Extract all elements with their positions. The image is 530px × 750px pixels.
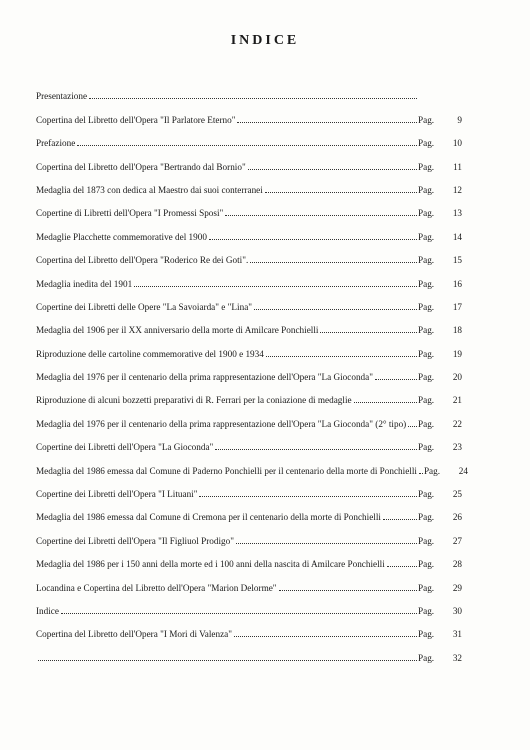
page-prefix: Pag.: [418, 208, 435, 219]
page-number: 30: [452, 605, 462, 616]
dot-leader: [375, 379, 417, 380]
entry-title: Riproduzione di alcuni bozzetti preparativi di R. Ferrari per la coniazione di medaglie: [36, 395, 352, 406]
dot-leader: [419, 473, 423, 474]
index-entry: [36, 125, 462, 148]
dot-leader: [236, 543, 417, 544]
page-number: 31: [452, 629, 462, 640]
index-entry: [36, 429, 462, 452]
page-prefix: Pag.: [418, 114, 435, 125]
page-number: 14: [452, 231, 462, 242]
dot-leader: [209, 239, 417, 240]
page-prefix: Pag.: [418, 418, 435, 429]
page-prefix: Pag.: [418, 372, 435, 383]
entry-title: Copertina del Libretto dell'Opera "I Mori di Valenza": [36, 629, 232, 640]
index-entry: [36, 499, 462, 522]
dot-leader: [77, 145, 417, 146]
index-entry: [36, 522, 462, 545]
page-number: 20: [452, 372, 462, 383]
page-number: 15: [452, 255, 462, 266]
entry-title: Copertine dei Libretti delle Opere "La Savoiarda" e "Lina": [36, 301, 253, 312]
page-prefix: Pag.: [418, 184, 435, 195]
dot-leader: [354, 402, 417, 403]
entry-title: Copertina del Libretto dell'Opera "Roderico Re dei Goti".: [36, 255, 249, 266]
index-entry: [36, 359, 462, 382]
index-entry: [36, 405, 462, 428]
index-entry: [36, 101, 462, 124]
index-entry: [36, 452, 468, 476]
entry-title: Locandina e Copertina del Libretto dell'Opera "Marion Delorme": [36, 582, 277, 593]
page-number: 17: [452, 301, 462, 312]
page-number: 24: [458, 465, 468, 476]
dot-leader: [408, 426, 417, 427]
entry-title: Medaglia del 1976 per il centenario della prima rappresentazione dell'Opera "La Gioconda": [36, 372, 373, 383]
page-number: 16: [452, 278, 462, 289]
dot-leader: [383, 519, 417, 520]
page-prefix: Pag.: [418, 161, 435, 172]
page-title: INDICE: [230, 33, 300, 48]
page-prefix: Pag.: [418, 348, 435, 359]
dot-leader: [38, 660, 417, 661]
entry-title: Copertina del Libretto dell'Opera "Il Parlatore Eterno": [36, 114, 236, 125]
dot-leader: [265, 192, 417, 193]
page-prefix: Pag.: [418, 582, 435, 593]
page-number: 23: [452, 442, 462, 453]
index-list: [36, 78, 468, 663]
page-prefix: Pag.: [418, 395, 435, 406]
entry-title: Copertine dei Libretti dell'Opera "Il Figliuol Prodigo": [36, 535, 234, 546]
index-entry: [36, 593, 462, 616]
page-number: 22: [452, 418, 462, 429]
page-prefix: Pag.: [418, 301, 435, 312]
entry-title: Medaglia del 1873 con dedica al Maestro dai suoi conterranei: [36, 184, 263, 195]
entry-title: Copertine dei Libretti dell'Opera "La Gioconda": [36, 442, 214, 453]
page-prefix: Pag.: [418, 629, 435, 640]
index-entry: [36, 265, 462, 288]
page-number: 10: [452, 138, 462, 149]
dot-leader: [279, 590, 417, 591]
page-number: 19: [452, 348, 462, 359]
page-prefix: Pag.: [418, 512, 435, 523]
page-number: 18: [452, 325, 462, 336]
index-entry: [36, 569, 462, 592]
index-entry: [36, 218, 462, 241]
page-prefix: Pag.: [418, 489, 435, 500]
dot-leader: [61, 613, 417, 614]
entry-title: Medaglia del 1976 per il centenario della prima rappresentazione dell'Opera "La Gioconda" (2° tipo): [36, 418, 407, 429]
page-number: 25: [452, 489, 462, 500]
entry-title: Copertine dei Libretti dell'Opera "I Lituani": [36, 489, 198, 500]
index-entry: [36, 172, 462, 195]
page-number: 21: [452, 395, 462, 406]
dot-leader: [134, 286, 417, 287]
page-prefix: Pag.: [418, 442, 435, 453]
index-entry: [36, 382, 462, 405]
entry-title: Presentazione: [36, 91, 88, 102]
index-entry: [36, 335, 462, 358]
dot-leader: [225, 215, 417, 216]
entry-title: Indice: [36, 605, 59, 616]
page-prefix: Pag.: [418, 605, 435, 616]
dot-leader: [234, 636, 417, 637]
index-entry: [36, 476, 462, 499]
page-number: 26: [452, 512, 462, 523]
dot-leader: [237, 122, 417, 123]
page-number: 27: [452, 535, 462, 546]
index-entry: [36, 616, 462, 639]
page-number: 32: [452, 652, 462, 663]
page-prefix: Pag.: [418, 255, 435, 266]
entry-title: Medaglia del 1986 emessa dal Comune di Cremona per il centenario della morte di Ponchielli: [36, 512, 381, 523]
index-entry: [36, 242, 462, 265]
entry-title: Copertine di Libretti dell'Opera "I Promessi Sposi": [36, 208, 224, 219]
page-number: 29: [452, 582, 462, 593]
page-prefix: Pag.: [418, 535, 435, 546]
index-entry: [36, 148, 462, 171]
dot-leader: [250, 262, 417, 263]
page-prefix: Pag.: [423, 465, 441, 476]
dot-leader: [199, 496, 417, 497]
entry-title: Prefazione: [36, 138, 76, 149]
entry-title: Riproduzione delle cartoline commemorative del 1900 e 1934: [36, 348, 264, 359]
dot-leader: [89, 98, 417, 99]
dot-leader: [266, 356, 417, 357]
index-entry: [36, 78, 462, 101]
dot-leader: [248, 169, 417, 170]
dot-leader: [254, 309, 417, 310]
page-prefix: Pag.: [418, 138, 435, 149]
index-entry: [36, 195, 462, 218]
entry-title: Medaglie Placchette commemorative del 1900: [36, 231, 207, 242]
index-entry: [36, 289, 462, 312]
index-entry: [36, 546, 462, 569]
page-prefix: Pag.: [418, 325, 435, 336]
page-number: 12: [452, 184, 462, 195]
page-number: 11: [453, 161, 462, 172]
dot-leader: [215, 449, 417, 450]
page-prefix: Pag.: [418, 652, 435, 663]
page-prefix: Pag.: [418, 559, 435, 570]
entry-title: Medaglia del 1906 per il XX anniversario della morte di Amilcare Ponchielli: [36, 325, 319, 336]
entry-title: Medaglia del 1986 emessa dal Comune di Paderno Ponchielli per il centenario della morte di Ponchielli: [36, 465, 417, 476]
dot-leader: [320, 332, 417, 333]
index-entry: [36, 312, 462, 335]
page-prefix: Pag.: [418, 278, 435, 289]
index-entry: [36, 639, 462, 662]
entry-title: Medaglia inedita del 1901: [36, 278, 133, 289]
entry-title: Copertina del Libretto dell'Opera "Bertrando dal Bornio": [36, 161, 246, 172]
page-number: 9: [457, 114, 462, 125]
entry-title: Medaglia del 1986 per i 150 anni della morte ed i 100 anni della nascita di Amilcare Ponchielli: [36, 559, 385, 570]
page-prefix: Pag.: [418, 231, 435, 242]
page-number: 13: [452, 208, 462, 219]
page-number: 28: [452, 559, 462, 570]
dot-leader: [387, 566, 417, 567]
